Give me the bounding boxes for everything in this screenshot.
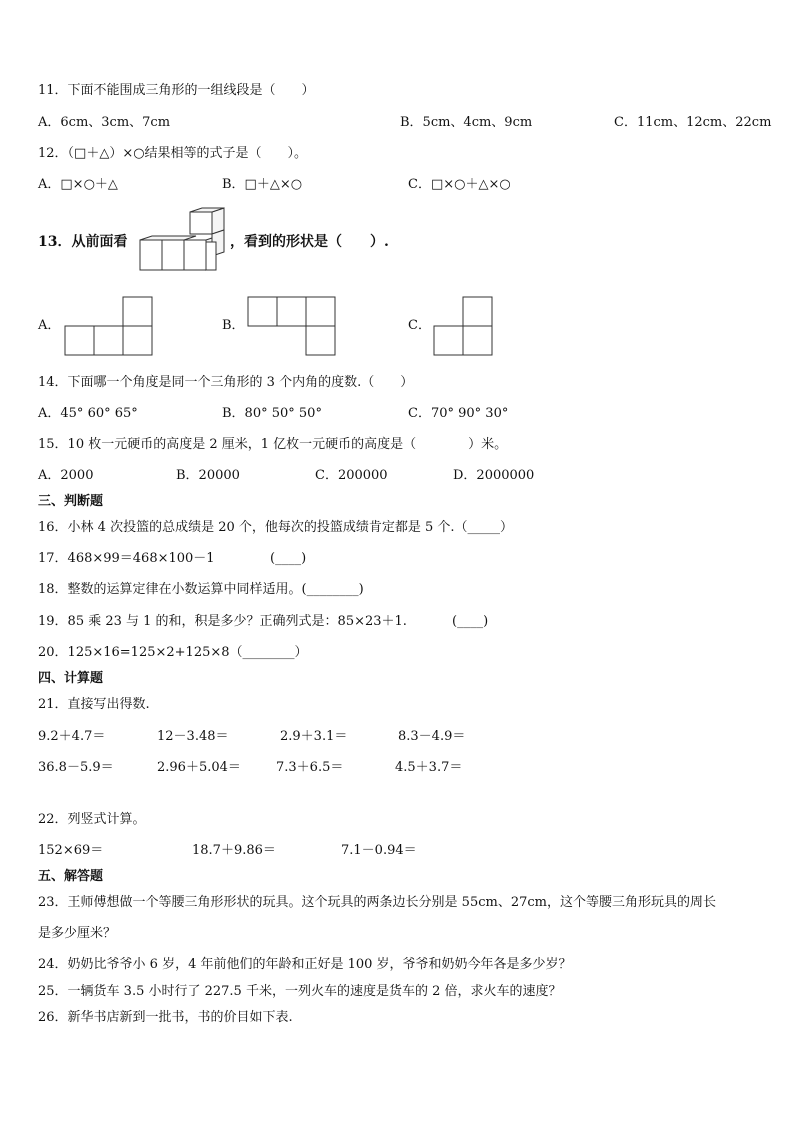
q13-option-a-shape bbox=[64, 296, 154, 356]
q23-stem-line1: 23．王师傅想做一个等腰三角形形状的玩具。这个玩具的两条边长分别是 55cm、27cm，这个等腰三角形玩具的周长 bbox=[38, 895, 716, 910]
q11-option-b: B．5cm、4cm、9cm bbox=[400, 115, 533, 130]
q21-item: 4.5＋3.7＝ bbox=[395, 760, 463, 775]
q14-option-a: A．45° 60° 65° bbox=[38, 406, 138, 421]
q19-blank: (____) bbox=[452, 614, 489, 629]
q13-solid-figure bbox=[138, 208, 228, 278]
q21-item: 8.3－4.9＝ bbox=[398, 729, 466, 744]
q13-option-c: C． bbox=[408, 318, 431, 333]
q12-option-a: A．□×○＋△ bbox=[38, 177, 118, 192]
section-title-judgement: 三、判断题 bbox=[38, 494, 104, 509]
q20-stem: 20．125×16=125×2+125×8（________） bbox=[38, 645, 308, 660]
q19-stem: 19．85 乘 23 与 1 的和，积是多少？正确列式是：85×23＋1. bbox=[38, 614, 407, 629]
q15-option-d: D．2000000 bbox=[453, 468, 535, 483]
q25-stem: 25．一辆货车 3.5 小时行了 227.5 千米，一列火车的速度是货车的 2 倍，求火车的速度？ bbox=[38, 984, 562, 999]
q17-blank: (____) bbox=[270, 551, 307, 566]
q22-stem: 22．列竖式计算。 bbox=[38, 812, 146, 827]
q15-option-b: B．20000 bbox=[176, 468, 240, 483]
q22-item: 18.7＋9.86＝ bbox=[192, 843, 276, 858]
q16-stem: 16．小林 4 次投篮的总成绩是 20 个，他每次的投篮成绩肯定都是 5 个.（_____） bbox=[38, 520, 514, 535]
q17-stem: 17．468×99＝468×100－1 bbox=[38, 551, 215, 566]
q11-option-a: A．6cm、3cm、7cm bbox=[38, 115, 171, 130]
q21-stem: 21．直接写出得数. bbox=[38, 697, 150, 712]
q21-item: 2.9＋3.1＝ bbox=[280, 729, 348, 744]
q13-option-b: B． bbox=[222, 318, 245, 333]
q13-option-a: A． bbox=[38, 318, 61, 333]
q21-item: 7.3＋6.5＝ bbox=[276, 760, 344, 775]
q13-stem-pre: 13．从前面看 bbox=[38, 234, 128, 250]
q13-stem-post: ，看到的形状是（ ）. bbox=[230, 234, 389, 250]
q12-stem: 12．（□＋△）×○结果相等的式子是（ ）。 bbox=[38, 146, 308, 161]
q13-option-c-shape bbox=[433, 296, 495, 356]
q24-stem: 24．奶奶比爷爷小 6 岁，4 年前他们的年龄和正好是 100 岁，爷爷和奶奶今年各是多少岁？ bbox=[38, 957, 572, 972]
q26-stem: 26．新华书店新到一批书，书的价目如下表. bbox=[38, 1010, 293, 1025]
q21-item: 9.2＋4.7＝ bbox=[38, 729, 106, 744]
section-title-calculation: 四、计算题 bbox=[38, 671, 104, 686]
q15-option-c: C．200000 bbox=[315, 468, 388, 483]
q22-item: 152×69＝ bbox=[38, 843, 104, 858]
section-title-word-problems: 五、解答题 bbox=[38, 869, 104, 884]
q12-option-b: B．□＋△×○ bbox=[222, 177, 303, 192]
q13-option-b-shape bbox=[247, 296, 337, 356]
q21-item: 36.8－5.9＝ bbox=[38, 760, 114, 775]
q14-option-b: B．80° 50° 50° bbox=[222, 406, 322, 421]
q18-stem: 18．整数的运算定律在小数运算中同样适用。(________) bbox=[38, 582, 364, 597]
q11-option-c: C．11cm、12cm、22cm bbox=[614, 115, 772, 130]
q22-item: 7.1－0.94＝ bbox=[341, 843, 417, 858]
q15-option-a: A．2000 bbox=[38, 468, 94, 483]
q21-item: 2.96＋5.04＝ bbox=[157, 760, 241, 775]
q11-stem: 11．下面不能围成三角形的一组线段是（ ） bbox=[38, 83, 315, 98]
q21-item: 12－3.48＝ bbox=[157, 729, 229, 744]
q14-option-c: C．70° 90° 30° bbox=[408, 406, 509, 421]
q12-option-c: C．□×○＋△×○ bbox=[408, 177, 511, 192]
q23-stem-line2: 是多少厘米？ bbox=[38, 926, 117, 941]
q14-stem: 14．下面哪一个角度是同一个三角形的 3 个内角的度数.（ ） bbox=[38, 375, 414, 390]
q15-stem: 15．10 枚一元硬币的高度是 2 厘米，1 亿枚一元硬币的高度是（ ）米。 bbox=[38, 437, 508, 452]
